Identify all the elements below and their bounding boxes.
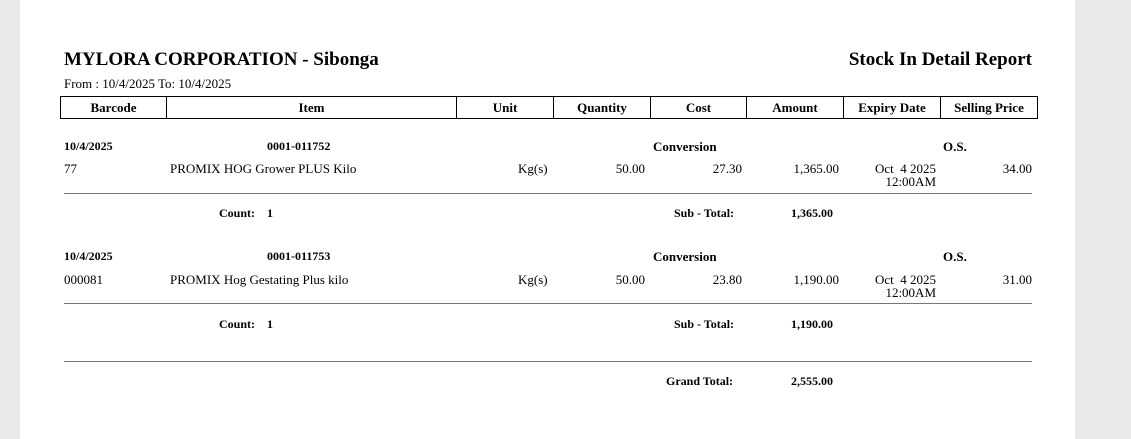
row-amount: 1,365.00 [793,161,839,176]
column-header-expiry-date: Expiry Date [844,97,941,118]
count-label: Count: [219,317,256,331]
row-amount: 1,190.00 [793,272,839,287]
column-header-quantity: Quantity [554,97,651,118]
os-label: O.S. [943,249,967,264]
date-range: From : 10/4/2025 To: 10/4/2025 [64,76,232,91]
column-header-selling-price: Selling Price [954,100,1024,115]
company-name: MYLORA CORPORATION - Sibonga [64,49,379,70]
subtotal-value: 1,190.00 [791,317,833,331]
count-label: Count: [219,206,256,220]
row-quantity: 50.00 [615,272,645,287]
group-divider [64,193,1032,194]
row-expiry-date: Oct 4 2025 [874,161,936,176]
column-header-cost: Cost [651,97,747,118]
group-reference: 0001-011752 [267,139,331,153]
row-cost: 23.80 [712,272,742,287]
grand-total-value: 2,555.00 [791,374,833,388]
count-value: 1 [267,317,273,331]
subtotal-label: Sub - Total: [674,206,735,220]
group-divider [64,303,1032,304]
group-date: 10/4/2025 [64,249,113,263]
report-page [20,0,1075,439]
grand-total-divider [64,361,1032,362]
row-unit: Kg(s) [518,272,548,287]
column-header-unit: Unit [457,97,554,118]
row-quantity: 50.00 [615,161,645,176]
row-expiry-time: 12:00AM [885,285,936,300]
row-item: PROMIX HOG Grower PLUS Kilo [170,161,357,176]
row-barcode: 000081 [64,272,103,287]
count-value: 1 [267,206,273,220]
group-date: 10/4/2025 [64,139,113,153]
row-unit: Kg(s) [518,161,548,176]
column-header-barcode: Barcode [61,97,167,118]
column-header-amount: Amount [747,97,844,118]
row-selling-price: 34.00 [1002,161,1032,176]
subtotal-label: Sub - Total: [674,317,735,331]
report-title: Stock In Detail Report [848,49,1032,70]
conversion-label: Conversion [653,139,717,154]
row-expiry-time: 12:00AM [885,174,936,189]
grand-total-label: Grand Total: [666,374,734,388]
subtotal-value: 1,365.00 [791,206,833,220]
row-item: PROMIX Hog Gestating Plus kilo [170,272,349,287]
row-cost: 27.30 [712,161,742,176]
group-reference: 0001-011753 [267,249,331,263]
os-label: O.S. [943,139,967,154]
row-expiry-date: Oct 4 2025 [874,272,936,287]
row-barcode: 77 [64,161,77,176]
row-selling-price: 31.00 [1002,272,1032,287]
column-header-item: Item [167,97,457,118]
column-header-row [60,96,1038,119]
conversion-label: Conversion [653,249,717,264]
